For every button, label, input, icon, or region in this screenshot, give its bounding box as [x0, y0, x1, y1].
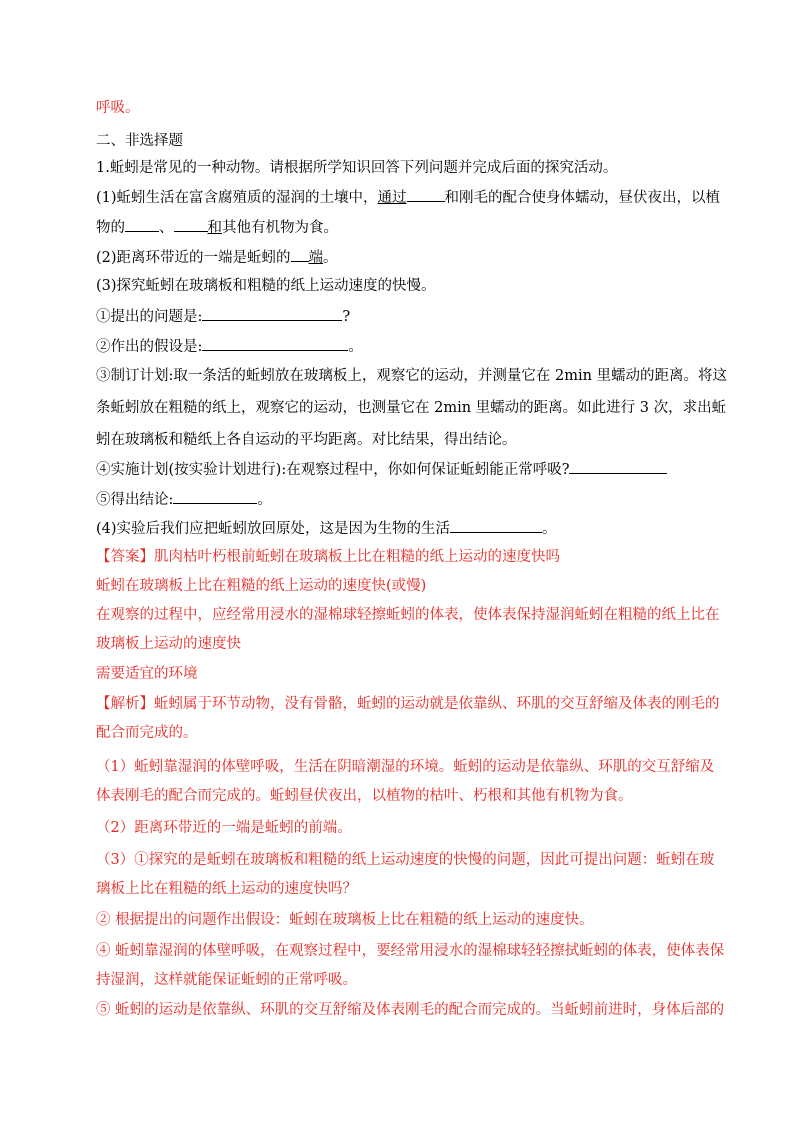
- step-1: ①提出的问题是: ?: [96, 306, 350, 327]
- question-part-3: (3)探究蚯蚓在玻璃板和粗糙的纸上运动速度的快慢。: [96, 278, 436, 294]
- step-5: ⑤得出结论: 。: [96, 489, 272, 510]
- step-3-line-2: 条蚯蚓放在粗糙的纸上，观察它的运动，也测量它在 2min 里蠕动的距离。如此进行 3 次，求出蚯: [96, 400, 727, 416]
- answer-blank: [569, 459, 667, 474]
- answer-blank: [450, 518, 542, 533]
- answer-blank: [125, 217, 159, 232]
- answer-line-5: 需要适宜的环境: [96, 666, 198, 682]
- question-part-4: (4)实验后我们应把蚯蚓放回原处，这是因为生物的生活 。: [96, 518, 557, 539]
- answer-blank: [174, 217, 208, 232]
- answer-blank: [407, 187, 445, 202]
- analysis-line-3: （1）蚯蚓靠湿润的体壁呼吸，生活在阴暗潮湿的环境。蚯蚓的运动是依靠纵、环肌的交互舒缩及: [96, 759, 715, 775]
- analysis-line-8: ② 根据提出的问题作出假设：蚯蚓在玻璃板上比在粗糙的纸上运动的速度快。: [96, 912, 594, 928]
- answer-line-3: 在观察的过程中，应经常用浸水的湿棉球轻擦蚯蚓的体表，使体表保持湿润蚯蚓在粗糙的纸上比在: [96, 607, 720, 623]
- section-title: 二、非选择题: [96, 133, 183, 149]
- analysis-line-1: 【解析】蚯蚓属于环节动物，没有骨骼，蚯蚓的运动就是依靠纵、环肌的交互舒缩及体表的刚毛的: [96, 696, 720, 712]
- answer-line-2: 蚯蚓在玻璃板上比在粗糙的纸上运动的速度快(或慢): [96, 578, 427, 594]
- answer-blank: [173, 489, 257, 504]
- analysis-line-11: ⑤ 蚯蚓的运动是依靠纵、环肌的交互舒缩及体表刚毛的配合而完成的。当蚯蚓前进时，身体后部的: [96, 1002, 725, 1018]
- step-3-line-3: 蚓在玻璃板和糙纸上各自运动的平均距离。对比结果，得出结论。: [96, 432, 517, 448]
- question-part-1-line-1: (1)蚯蚓生活在富含腐殖质的湿润的土壤中，通过 和刚毛的配合使身体蠕动，昼伏夜出，以植: [96, 187, 720, 208]
- answer-line-1: 【答案】肌肉枯叶朽根前蚯蚓在玻璃板上比在粗糙的纸上运动的速度快吗: [96, 549, 560, 565]
- answer-blank: [202, 306, 342, 321]
- analysis-line-7: 璃板上比在粗糙的纸上运动的速度快吗？: [96, 881, 357, 897]
- analysis-line-4: 体表刚毛的配合而完成的。蚯蚓昼伏夜出，以植物的枯叶、朽根和其他有机物为食。: [96, 788, 633, 804]
- analysis-line-9: ④ 蚯蚓靠湿润的体壁呼吸，在观察过程中，要经常用浸水的湿棉球轻轻擦拭蚯蚓的体表，使体表保: [96, 943, 725, 959]
- analysis-line-5: （2）距离环带近的一端是蚯蚓的前端。: [96, 820, 352, 836]
- analysis-line-10: 持湿润，这样就能保证蚯蚓的正常呼吸。: [96, 972, 357, 988]
- answer-line-4: 玻璃板上运动的速度快: [96, 636, 241, 652]
- step-4: ④实施计划(按实验计划进行):在观察过程中，你如何保证蚯蚓能正常呼吸?: [96, 459, 667, 480]
- step-2: ②作出的假设是: 。: [96, 336, 363, 357]
- answer-blank: [202, 336, 348, 351]
- question-intro: 1.蚯蚓是常见的一种动物。请根据所学知识回答下列问题并完成后面的探究活动。: [96, 160, 618, 176]
- step-3-line-1: ③制订计划:取一条活的蚯蚓放在玻璃板上，观察它的运动，并测量它在 2min 里蠕动的距离。将这: [96, 368, 728, 384]
- question-part-2: (2)距离环带近的一端是蚯蚓的 端。: [96, 247, 338, 268]
- analysis-line-2: 配合而完成的。: [96, 725, 198, 741]
- analysis-line-6: （3）①探究的是蚯蚓在玻璃板和粗糙的纸上运动速度的快慢的问题，因此可提出问题：蚯蚓在玻: [96, 852, 715, 868]
- question-part-1-line-2: 物的 、 和其他有机物为食。: [96, 217, 338, 238]
- carry-over-text: 呼吸。: [96, 100, 140, 116]
- answer-blank: [291, 247, 309, 262]
